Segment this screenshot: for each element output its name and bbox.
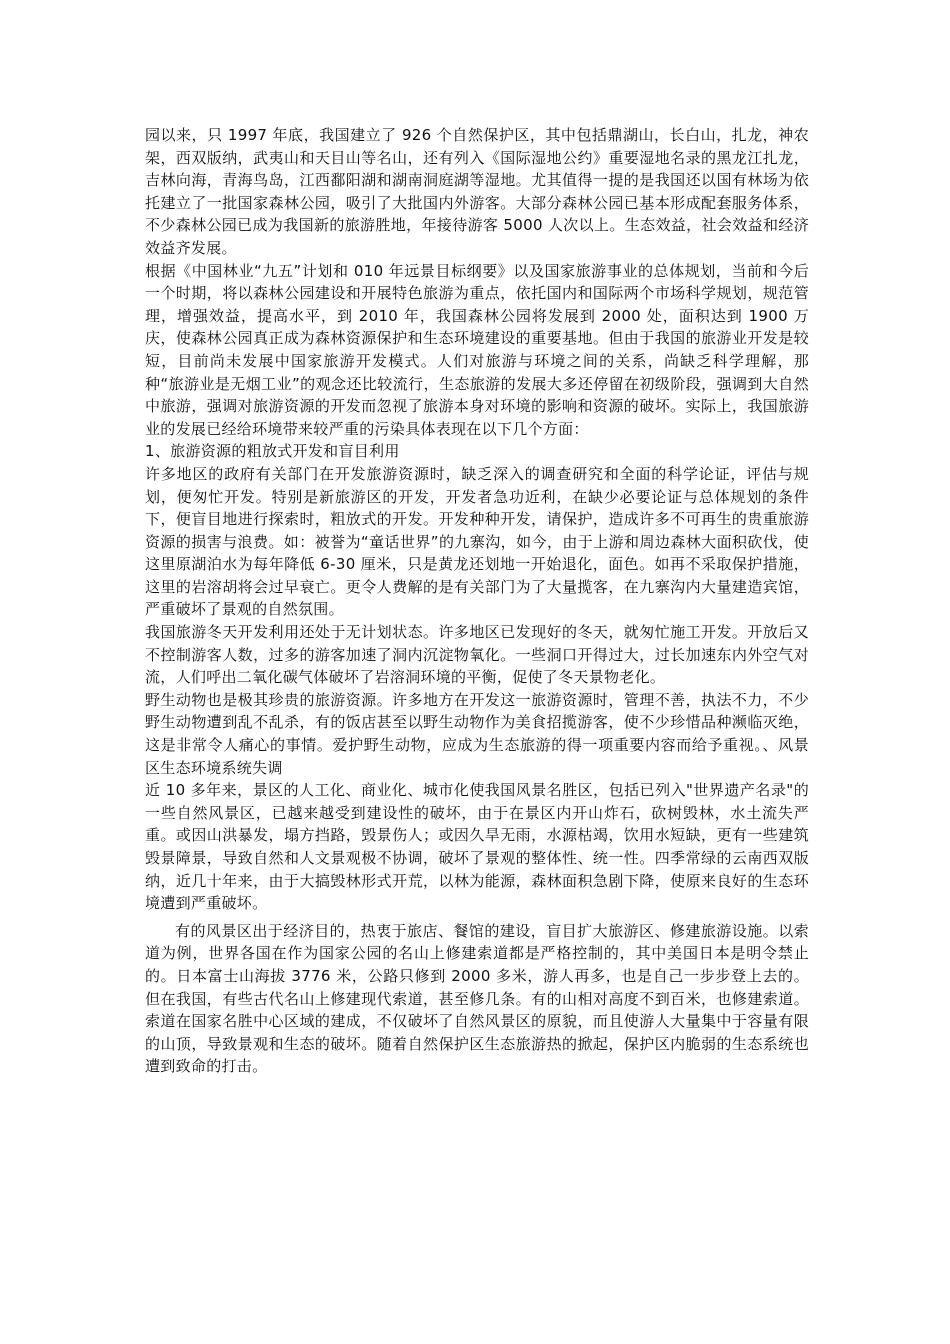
paragraph-extensive-development: 许多地区的政府有关部门在开发旅游资源时，缺乏深入的调查研究和全面的科学论证，评估与规划，便匆忙开发。特别是新旅游区的开发，开发者急功近利，在缺少必要论证与总体规划的条件下，便盲目地进行探索时，粗放式的开发。开发种种开发，请保护，造成许多不可再生的贵重旅游资源的损害与浪费。如：被誉为“童话世界”的九寨沟，如今，由于上游和周边森林大面积砍伐，使这里原湖泊水为每年降低 6-30 厘米，只是黄龙还划地一开始退化，面色。如再不采取保护措施，这里的岩溶胡将会过早衰亡。更令人费解的是有关部门为了大量揽客，在九寨沟内大量建造宾馆，严重破坏了景观的自然氛围。 xyxy=(145,464,809,619)
section-heading-resource-development: 1、旅游资源的粗放式开发和盲目利用 xyxy=(145,442,400,461)
paragraph-protected-areas: 园以来，只 1997 年底，我国建立了 926 个自然保护区，其中包括鼎湖山，长白山，扎龙，神农架，西双版纳，武夷山和天目山等名山，还有列入《国际湿地公约》重要湿地名录的黑龙江扎龙，吉林向海，青海鸟岛，江西鄱阳湖和湖南洞庭湖等湿地。尤其值得一提的是我国还以国有林场为依托建立了一批国家森林公园，吸引了大批国内外游客。大部分森林公园已基本形成配套服务体系，不少森林公园已成为我国新的旅游胜地，年接待游客 5000 人次以上。生态效益，社会效益和经济效益齐发展。 xyxy=(145,126,809,257)
document-page xyxy=(145,124,809,1078)
paragraph-cableways: 有的风景区出于经济目的，热衷于旅店、餐馆的建设，盲目扩大旅游区、修建旅游设施。以索道为例，世界各国在作为国家公园的名山上修建索道都是严格控制的，其中美国日本是明令禁止的。日本富士山海拔 3776 米，公路只修到 2000 多米，游人再多，也是自己一步步登上去的。但在我国，有些古代名山上修建现代索道，甚至修几条。有的山相对高度不到百米，也修建索道。索道在国家名胜中心区域的建成，不仅破坏了自然风景区的原貌，而且使游人大量集中于容量有限的山顶，导致景观和生态的破坏。随着自然保护区生态旅游热的掀起，保护区内脆弱的生态系统也遭到致命的打击。 xyxy=(145,921,809,1076)
paragraph-scenic-imbalance: 近 10 多年来，景区的人工化、商业化、城市化使我国风景名胜区，包括已列入"世界遗产名录"的一些自然风景区，已越来越受到建设性的破坏，由于在景区内开山炸石，砍树毁林，水土流失严重。或因山洪暴发，塌方挡路，毁景伤人；或因久旱无雨，水源枯竭，饮用水短缺，更有一些建筑毁景障景，导致自然和人文景观极不协调，破坏了景观的整体性、统一性。四季常绿的云南西双版纳，近几十年来，由于大搞毁林形式开荒，以林为能源，森林面积急剧下降，使原来良好的生态环境遭到严重破坏。 xyxy=(145,781,809,913)
paragraph-forestry-plan: 根据《中国林业“九五”计划和 010 年远景目标纲要》以及国家旅游事业的总体规划，当前和今后一个时期，将以森林公园建设和开展特色旅游为重点，依托国内和国际两个市场科学规划，规范管理，增强效益，提高水平，到 2010 年，我国森林公园将发展到 2000 处，面积达到 1900 万庆，使森林公园真正成为森林资源保护和生态环境建设的重要基地。但由于我国的旅游业开发是较短，目前尚未发展中国家旅游开发模式。人们对旅游与环境之间的关系，尚缺乏科学理解，那种“旅游业是无烟工业”的观念还比较流行，生态旅游的发展大多还停留在初级阶段，强调到大自然中旅游，强调对旅游资源的开发而忽视了旅游本身对环境的影响和资源的破坏。实际上，我国旅游业的发展已经给环境带来较严重的污染具体表现在以下几个方面： xyxy=(145,261,809,438)
paragraph-caves: 我国旅游冬天开发利用还处于无计划状态。许多地区已发现好的冬天，就匆忙施工开发。开放后又不控制游客人数，过多的游客加速了洞内沉淀物氧化。一些洞口开得过大，过长加速东内外空气对流，人们呼出二氧化碳气体破坏了岩溶洞环境的平衡，促使了冬天景物老化。 xyxy=(145,623,809,687)
paragraph-wildlife: 野生动物也是极其珍贵的旅游资源。许多地方在开发这一旅游资源时，管理不善，执法不力，不少野生动物遭到乱不乱杀，有的饭店甚至以野生动物作为美食招揽游客，使不少珍惜品种濒临灭绝，这是非常令人痛心的事情。爱护野生动物，应成为生态旅游的得一项重要内容而给予重视。、风景区生态环境系统失调 xyxy=(145,690,809,777)
